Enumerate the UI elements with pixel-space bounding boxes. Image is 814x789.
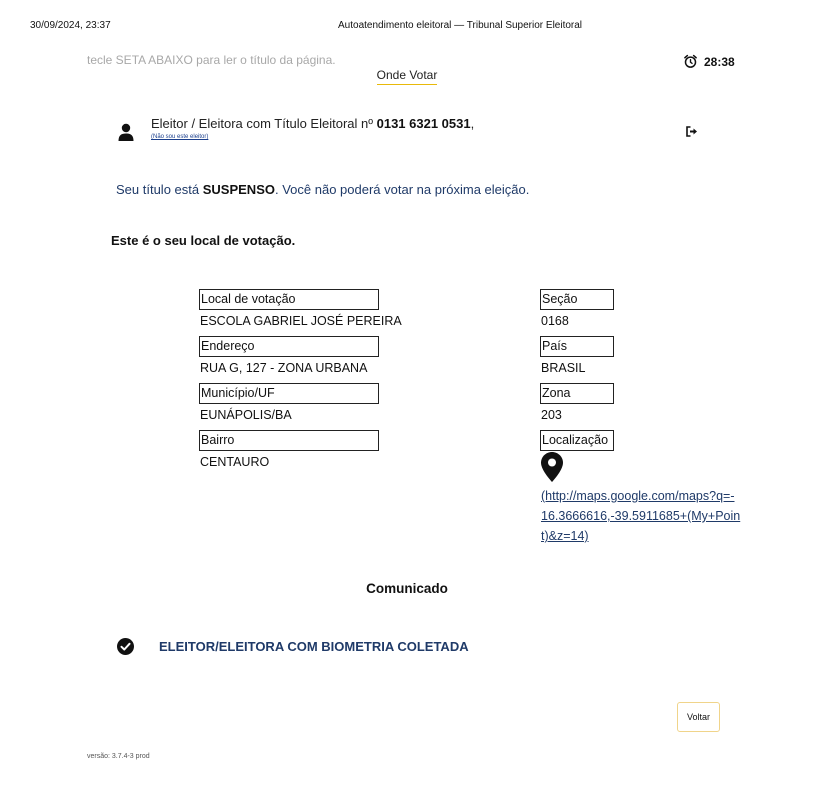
- page-title: [0, 68, 814, 82]
- check-circle-icon: [117, 638, 134, 655]
- localizacao-label: Localização: [540, 430, 614, 451]
- not-me-link[interactable]: (Não sou este eleitor): [151, 134, 209, 140]
- logout-icon[interactable]: [686, 126, 698, 137]
- zona-label: Zona: [540, 383, 614, 404]
- voter-info: [151, 116, 474, 131]
- pais-label: País: [540, 336, 614, 357]
- endereco-value: RUA G, 127 - ZONA URBANA: [200, 361, 368, 375]
- municipio-label: Município/UF: [199, 383, 379, 404]
- secao-label: Seção: [540, 289, 614, 310]
- voter-title-number: 0131 6321 0531: [376, 116, 471, 131]
- user-icon: [118, 123, 134, 141]
- voltar-button[interactable]: Voltar: [677, 702, 720, 732]
- status-suffix: . Você não poderá votar na próxima eleição.: [274, 182, 530, 197]
- status-badge: SUSPENSO: [202, 182, 275, 197]
- voting-place-heading: Este é o seu local de votação.: [111, 233, 296, 248]
- biometria-notice: ELEITOR/ELEITORA COM BIOMETRIA COLETADA: [159, 639, 469, 654]
- pais-value: BRASIL: [541, 361, 586, 375]
- secao-value: 0168: [541, 314, 569, 328]
- accessibility-hint: tecle SETA ABAIXO para ler o título da página.: [87, 53, 336, 67]
- municipio-value: EUNÁPOLIS/BA: [200, 408, 292, 422]
- print-title: Autoatendimento eleitoral — Tribunal Superior Eleitoral: [338, 20, 583, 31]
- comunicado-heading: Comunicado: [366, 581, 448, 596]
- google-maps-link[interactable]: (http://maps.google.com/maps?q=-16.3666616,-39.5911685+(My+Point)&z=14): [541, 489, 741, 543]
- alarm-clock-icon: [683, 54, 698, 69]
- page-title-text: Onde Votar: [377, 68, 438, 85]
- app-version: versão: 3.7.4-3 prod: [87, 753, 150, 760]
- local-votacao-label: Local de votação: [199, 289, 379, 310]
- endereco-label: Endereço: [199, 336, 379, 357]
- status-prefix: Seu título está: [116, 182, 203, 197]
- zona-value: 203: [541, 408, 562, 422]
- voter-suffix: ,: [470, 116, 475, 131]
- local-votacao-value: ESCOLA GABRIEL JOSÉ PEREIRA: [200, 314, 402, 328]
- title-status-message: [116, 182, 529, 197]
- voter-prefix: Eleitor / Eleitora com Título Eleitoral nº: [151, 116, 377, 131]
- bairro-label: Bairro: [199, 430, 379, 451]
- map-pin-icon[interactable]: [541, 452, 563, 482]
- bairro-value: CENTAURO: [200, 455, 270, 469]
- print-datetime: 30/09/2024, 23:37: [30, 20, 111, 31]
- timer-value: 28:38: [704, 54, 735, 69]
- session-timer: [683, 54, 735, 69]
